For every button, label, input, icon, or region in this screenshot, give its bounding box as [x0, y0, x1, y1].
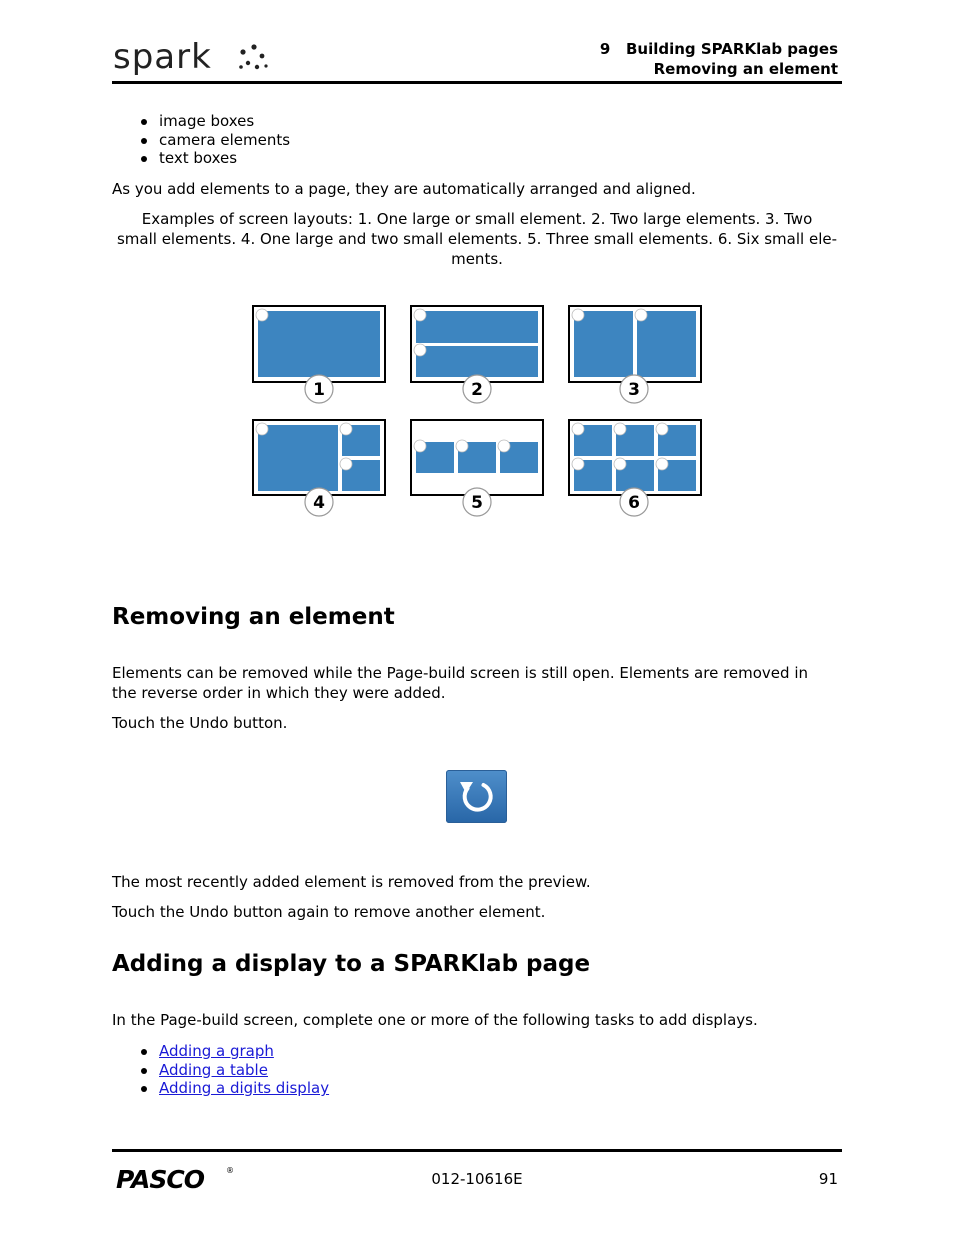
list-item: camera elements [112, 131, 290, 150]
caption-line: Examples of screen layouts: 1. One large or small element. 2. Two large elements. 3. Two [141, 210, 813, 228]
touch-again-text: Touch the Undo button again to remove another element. [112, 903, 546, 921]
link-adding-table[interactable]: Adding a table [159, 1060, 268, 1079]
document-number: 012-10616E [431, 1170, 523, 1188]
auto-arrange-paragraph: As you add elements to a page, they are automatically arranged and aligned. [112, 180, 696, 198]
layout-one-element [253, 306, 385, 382]
layout-number: 4 [313, 493, 325, 513]
layout-three-small [411, 420, 543, 495]
link-adding-digits-display[interactable]: Adding a digits display [159, 1079, 330, 1097]
layout-number: 2 [471, 380, 483, 400]
chapter-title: 9 Building SPARKlab pages [599, 40, 838, 58]
layout-number: 3 [628, 380, 640, 400]
caption-line: small elements. 4. One large and two small elements. 5. Three small elements. 6. Six small ele- [116, 230, 837, 248]
footer-rule [112, 1149, 842, 1152]
layout-caption [108, 209, 846, 269]
spark-logo [112, 38, 282, 78]
spark-dots-icon [239, 44, 267, 69]
layout-number: 6 [628, 493, 640, 513]
adding-display-paragraph: In the Page-build screen, complete one or more of the following tasks to add displays. [112, 1011, 758, 1029]
section-heading-removing: Removing an element [112, 604, 395, 630]
layout-two-large [411, 306, 543, 382]
paragraph-line: Elements can be removed while the Page-build screen is still open. Elements are removed in [112, 664, 808, 682]
header-rule [112, 81, 842, 84]
list-item: text boxes [112, 149, 290, 168]
list-item [112, 1061, 329, 1080]
removed-result-text: The most recently added element is removed from the preview. [112, 873, 591, 891]
removing-paragraph [112, 663, 808, 703]
pasco-logo-text: PASCO [116, 1165, 204, 1191]
list-item: image boxes [112, 112, 290, 131]
paragraph-line: the reverse order in which they were added. [112, 684, 446, 702]
running-header [600, 39, 838, 79]
touch-undo-instruction: Touch the Undo button. [112, 714, 288, 732]
list-item [112, 1079, 329, 1098]
layout-six-small [569, 420, 701, 495]
caption-line: ments. [451, 250, 503, 268]
element-type-list [112, 112, 290, 168]
layout-one-large-two-small [253, 420, 385, 495]
layout-number: 5 [471, 493, 483, 513]
link-adding-graph[interactable]: Adding a graph [159, 1042, 274, 1060]
undo-button[interactable] [446, 770, 507, 823]
layout-number: 1 [313, 380, 325, 400]
section-title: Removing an element [653, 60, 838, 78]
layout-two-small [569, 306, 701, 382]
section-heading-adding-display: Adding a display to a SPARKlab page [112, 951, 591, 977]
page-number: 91 [818, 1170, 838, 1188]
display-task-links [112, 1042, 329, 1098]
svg-text:®: ® [226, 1166, 234, 1175]
list-item [112, 1042, 329, 1061]
spark-logo-text: spark [113, 38, 212, 77]
screen-layouts-figure [252, 305, 704, 520]
undo-icon [446, 770, 507, 823]
